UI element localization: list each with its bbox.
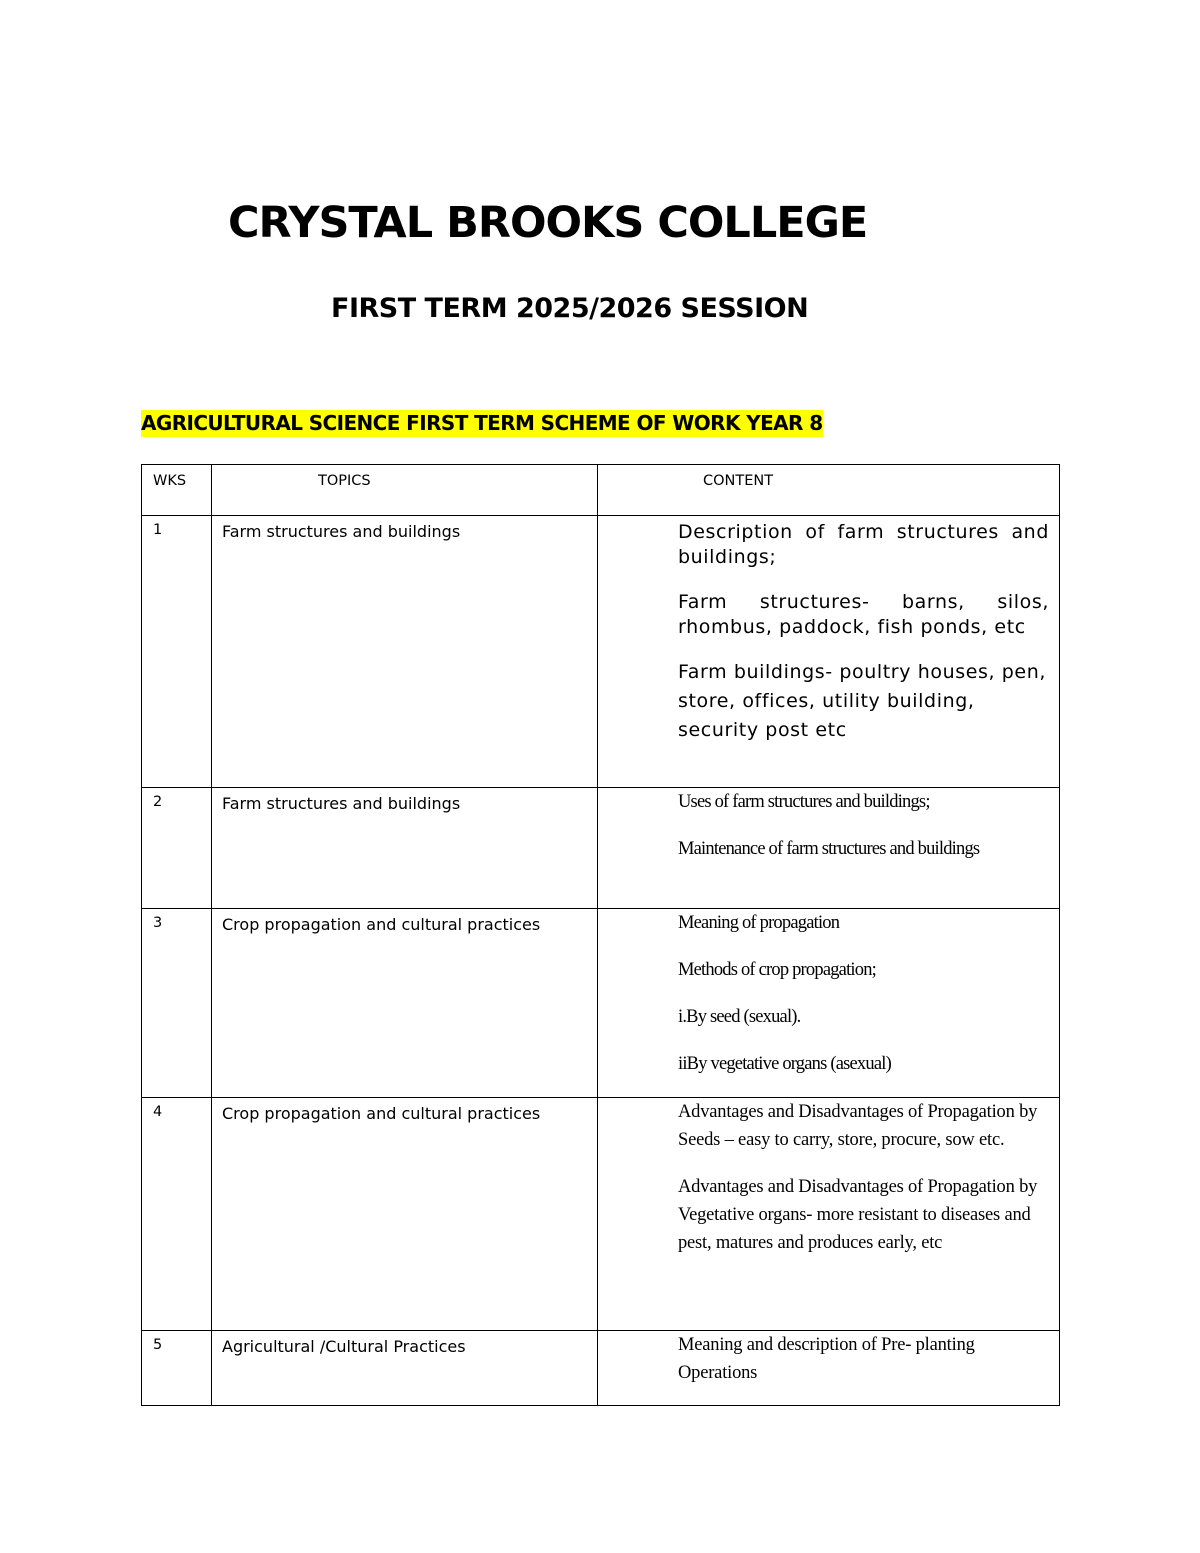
- content-cell: [598, 1098, 1060, 1331]
- column-header-topics: TOPICS: [318, 473, 371, 489]
- week-number: 4: [153, 1104, 163, 1120]
- content-line: Maintenance of farm structures and buildings: [678, 839, 980, 859]
- week-cell: [142, 1331, 212, 1406]
- content-line: Description of farm structures and buildings;: [678, 521, 1049, 568]
- week-number: 3: [153, 915, 163, 931]
- week-cell: [142, 1098, 212, 1331]
- topic-cell: [212, 1098, 598, 1331]
- school-name: CRYSTAL BROOKS COLLEGE: [228, 198, 868, 248]
- column-header-weeks: WKS: [153, 473, 187, 489]
- content-line: i.By seed (sexual).: [678, 1007, 801, 1027]
- content-line: Farm buildings- poultry houses, pen, store, offices, utility building, security post etc: [678, 661, 1047, 741]
- week-cell: [142, 909, 212, 1098]
- week-cell: [142, 788, 212, 909]
- header-cell-weeks: [142, 465, 212, 516]
- content-cell: [598, 516, 1060, 788]
- week-number: 2: [153, 794, 163, 810]
- table-row: [142, 1331, 1060, 1406]
- content-line: Meaning and description of Pre- planting Operations: [678, 1335, 975, 1383]
- topic-text: Farm structures and buildings: [222, 522, 461, 541]
- column-header-content: CONTENT: [703, 473, 774, 489]
- content-cell: [598, 909, 1060, 1098]
- content-cell: [598, 788, 1060, 909]
- topic-cell: [212, 1331, 598, 1406]
- content-line: Advantages and Disadvantages of Propagation by Seeds – easy to carry, store, procure, sow etc.: [678, 1102, 1038, 1150]
- week-number: 5: [153, 1337, 163, 1353]
- topic-text: Agricultural /Cultural Practices: [222, 1337, 466, 1356]
- content-line: Advantages and Disadvantages of Propagation by Vegetative organs- more resistant to diseases and pest, matures and produces early, etc: [678, 1177, 1038, 1253]
- content-cell: [598, 1331, 1060, 1406]
- header-cell-topics: [212, 465, 598, 516]
- topic-cell: [212, 909, 598, 1098]
- table-row: [142, 909, 1060, 1098]
- table-row: [142, 788, 1060, 909]
- content-line: Methods of crop propagation;: [678, 960, 877, 980]
- header-cell-content: [598, 465, 1060, 516]
- topic-cell: [212, 516, 598, 788]
- table-header-row: [142, 465, 1060, 516]
- topic-text: Crop propagation and cultural practices: [222, 915, 541, 934]
- week-cell: [142, 516, 212, 788]
- content-line: Meaning of propagation: [678, 913, 840, 933]
- content-line: Farm structures- barns, silos, rhombus, paddock, fish ponds, etc: [678, 591, 1049, 638]
- session-title: FIRST TERM 2025/2026 SESSION: [331, 293, 809, 324]
- topic-cell: [212, 788, 598, 909]
- subject-title: AGRICULTURAL SCIENCE FIRST TERM SCHEME OF WORK YEAR 8: [141, 411, 823, 435]
- table-row: [142, 1098, 1060, 1331]
- topic-text: Farm structures and buildings: [222, 794, 461, 813]
- topic-text: Crop propagation and cultural practices: [222, 1104, 541, 1123]
- content-line: Uses of farm structures and buildings;: [678, 792, 930, 812]
- week-number: 1: [153, 522, 163, 538]
- scheme-of-work-table: [141, 464, 1060, 1406]
- content-line: iiBy vegetative organs (asexual): [678, 1054, 891, 1074]
- table-row: [142, 516, 1060, 788]
